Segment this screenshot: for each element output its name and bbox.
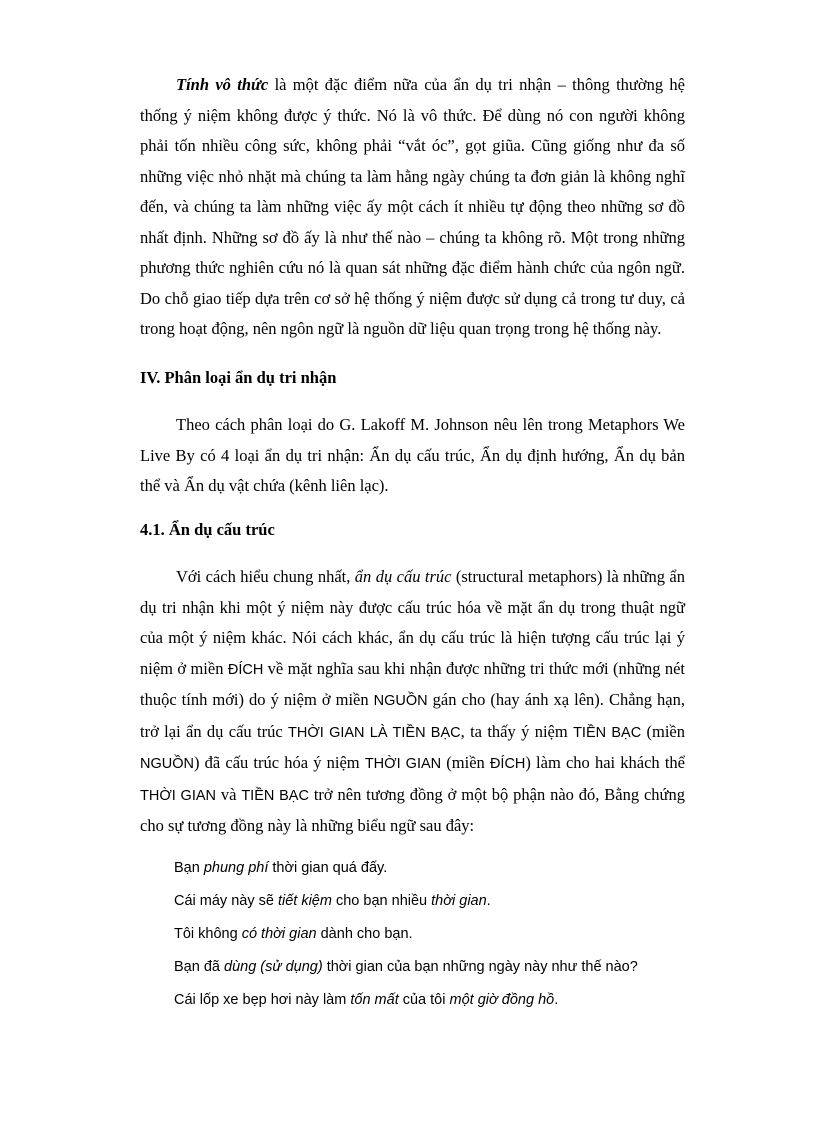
paragraph-structural-metaphor: Với cách hiểu chung nhất, ẩn dụ cấu trúc (structural metaphors) là những ẩn dụ tri nhận khi một ý niệm này được cấu trúc hóa về mặt ẩn dụ trong thuật ngữ của một ý niệm khác. Nói cách khác, ẩn dụ cấu trúc là hiện tượng cấu trúc lại ý niệm ở miền ĐÍCH về mặt nghĩa sau khi nhận được những tri thức mới (những nét thuộc tính mới) do ý niệm ở miền NGUỒN gán cho (hay ánh xạ lên). Chẳng hạn, trở lại ẩn dụ cấu trúc THỜI GIAN LÀ TIỀN BẠC, ta thấy ý niệm TIỀN BẠC (miền NGUỒN) đã cấu trúc hóa ý niệm THỜI GIAN (miền ĐÍCH) làm cho hai khách thể THỜI GIAN và TIỀN BẠC trở nên tương đồng ở một bộ phận nào đó, Bằng chứng cho sự tương đồng này là những biểu ngữ sau đây: bbox=[140, 567, 686, 835]
example-line: Bạn phung phí thời gian quá đấy. bbox=[174, 860, 388, 876]
paragraph-unconscious: Tính vô thức là một đặc điểm nữa của ẩn dụ tri nhận – thông thường hệ thống ý niệm không được ý thức. Nó là vô thức. Để dùng nó con người không phải tốn nhiều công sức, không phải “vắt óc”, gọt giũa. Cũng giống như đa số những việc nhỏ nhặt mà chúng ta làm hằng ngày chúng ta đơn giản là không nghĩ đến, và chúng ta làm những việc ấy một cách ít nhiều tự động theo những sơ đồ nhất định. Những sơ đồ ấy là như thế nào – chúng ta không rõ. Một trong những phương thức nghiên cứu nó là quan sát những đặc điểm hành chức của ngôn ngữ. Do chỗ giao tiếp dựa trên cơ sở hệ thống ý niệm được sử dụng cả trong tư duy, cả trong hoạt động, nên ngôn ngữ là nguồn dữ liệu quan trọng trong hệ thống này. bbox=[140, 75, 685, 338]
example-line: Bạn đã dùng (sử dụng) thời gian của bạn những ngày này như thế nào? bbox=[174, 959, 638, 975]
term-unconscious: Tính vô thức bbox=[176, 75, 269, 94]
example-line: Cái lốp xe bẹp hơi này làm tốn mất của tôi một giờ đồng hồ. bbox=[174, 992, 559, 1008]
paragraph-classification: Theo cách phân loại do G. Lakoff M. Johnson nêu lên trong Metaphors We Live By có 4 loại ẩn dụ tri nhận: Ẩn dụ cấu trúc, Ẩn dụ định hướng, Ẩn dụ bản thể và Ẩn dụ vật chứa (kênh liên lạc). bbox=[140, 415, 685, 495]
section-heading-4-1: 4.1. Ẩn dụ cấu trúc bbox=[140, 520, 275, 539]
example-line: Tôi không có thời gian dành cho bạn. bbox=[174, 926, 413, 942]
section-heading-iv: IV. Phân loại ẩn dụ tri nhận bbox=[140, 368, 337, 387]
example-line: Cái máy này sẽ tiết kiệm cho bạn nhiều thời gian. bbox=[174, 893, 491, 909]
